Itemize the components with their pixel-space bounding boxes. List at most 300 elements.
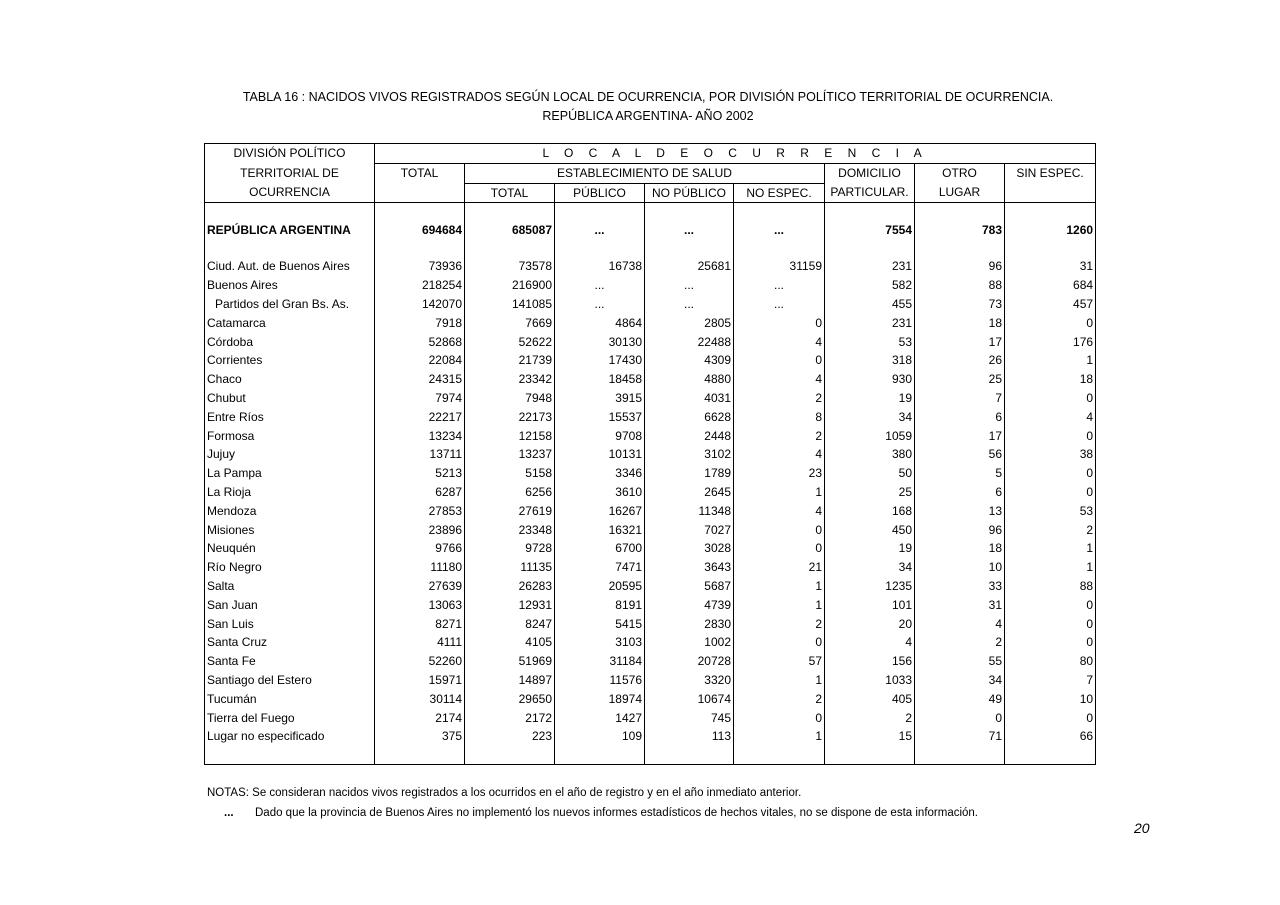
births-table bbox=[204, 143, 1096, 765]
cell-est-total: 2172 bbox=[465, 709, 555, 728]
cell-sin-espec: 1 bbox=[1005, 539, 1096, 558]
cell-no-espec: 0 bbox=[734, 633, 825, 652]
cell-no-espec: 4 bbox=[734, 333, 825, 352]
cell-no-publico: 20728 bbox=[645, 652, 734, 671]
cell-no-espec: 2 bbox=[734, 690, 825, 709]
cell-no-publico: 4031 bbox=[645, 389, 734, 408]
cell-domicilio: 405 bbox=[825, 690, 915, 709]
cell-est-total: 26283 bbox=[465, 577, 555, 596]
row-label: Tucumán bbox=[207, 691, 257, 706]
cell-otro: 17 bbox=[915, 427, 1005, 446]
cell-domicilio: 1033 bbox=[825, 671, 915, 690]
cell-domicilio: 2 bbox=[825, 709, 915, 728]
cell-sin-espec: 31 bbox=[1005, 257, 1096, 276]
cell-domicilio: 20 bbox=[825, 615, 915, 634]
cell-sin-espec: 0 bbox=[1005, 314, 1096, 333]
cell-est-total: 14897 bbox=[465, 671, 555, 690]
table-row bbox=[205, 333, 1096, 352]
cell-domicilio: 450 bbox=[825, 521, 915, 540]
row-label: San Juan bbox=[207, 597, 258, 612]
cell-sin-espec: 4 bbox=[1005, 408, 1096, 427]
cell-sin-espec: 18 bbox=[1005, 370, 1096, 389]
cell-est-total: 12931 bbox=[465, 596, 555, 615]
cell-no-espec: ... bbox=[734, 276, 825, 295]
cell-otro: 71 bbox=[915, 727, 1005, 746]
table-row bbox=[205, 671, 1096, 690]
row-label: Neuquén bbox=[207, 541, 256, 556]
cell-no-espec: 4 bbox=[734, 502, 825, 521]
row-label: Río Negro bbox=[207, 560, 262, 575]
table-row bbox=[205, 295, 1096, 314]
cell-total: 5213 bbox=[375, 464, 465, 483]
cell-domicilio: 19 bbox=[825, 539, 915, 558]
table-row bbox=[205, 427, 1096, 446]
cell-est-total: 8247 bbox=[465, 615, 555, 634]
cell-no-espec: 0 bbox=[734, 709, 825, 728]
cell-total: 15971 bbox=[375, 671, 465, 690]
header-no-espec: NO ESPEC. bbox=[734, 183, 825, 203]
cell-domicilio: 4 bbox=[825, 633, 915, 652]
page-number: 20 bbox=[1134, 820, 1150, 836]
notes bbox=[207, 784, 978, 823]
header-publico: PÚBLICO bbox=[555, 183, 645, 203]
cell-total: 22217 bbox=[375, 408, 465, 427]
cell-sin-espec: 80 bbox=[1005, 652, 1096, 671]
row-label: Formosa bbox=[207, 428, 255, 443]
cell-sin-espec: 53 bbox=[1005, 502, 1096, 521]
cell-publico: 16267 bbox=[555, 502, 645, 521]
cell-publico: 18458 bbox=[555, 370, 645, 389]
cell-no-espec: ... bbox=[734, 221, 825, 239]
cell-total: 22084 bbox=[375, 351, 465, 370]
cell-domicilio: 15 bbox=[825, 727, 915, 746]
cell-total: 694684 bbox=[375, 221, 465, 239]
cell-est-total: 9728 bbox=[465, 539, 555, 558]
cell-publico: 16321 bbox=[555, 521, 645, 540]
cell-est-total: 223 bbox=[465, 727, 555, 746]
cell-publico: 6700 bbox=[555, 539, 645, 558]
cell-sin-espec: 88 bbox=[1005, 577, 1096, 596]
cell-no-publico: 11348 bbox=[645, 502, 734, 521]
cell-est-total: 7669 bbox=[465, 314, 555, 333]
header-division-2: TERRITORIAL DE bbox=[240, 165, 339, 180]
cell-total: 52868 bbox=[375, 333, 465, 352]
cell-no-espec: 1 bbox=[734, 671, 825, 690]
cell-sin-espec: 38 bbox=[1005, 445, 1096, 464]
cell-sin-espec: 457 bbox=[1005, 295, 1096, 314]
row-label: Córdoba bbox=[207, 334, 254, 349]
cell-est-total: 685087 bbox=[465, 221, 555, 239]
row-label: Santa Cruz bbox=[207, 635, 268, 650]
cell-otro: 6 bbox=[915, 483, 1005, 502]
cell-total: 13063 bbox=[375, 596, 465, 615]
table-row bbox=[205, 370, 1096, 389]
cell-domicilio: 7554 bbox=[825, 221, 915, 239]
cell-no-espec: 0 bbox=[734, 351, 825, 370]
cell-total: 9766 bbox=[375, 539, 465, 558]
cell-no-publico: 113 bbox=[645, 727, 734, 746]
cell-total: 218254 bbox=[375, 276, 465, 295]
header-otro-2: LUGAR bbox=[915, 183, 1005, 203]
cell-total: 27853 bbox=[375, 502, 465, 521]
table-row bbox=[205, 257, 1096, 276]
cell-publico: 9708 bbox=[555, 427, 645, 446]
cell-publico: 17430 bbox=[555, 351, 645, 370]
header-total: TOTAL bbox=[375, 163, 465, 183]
cell-no-publico: 3028 bbox=[645, 539, 734, 558]
cell-otro: 0 bbox=[915, 709, 1005, 728]
cell-publico: 31184 bbox=[555, 652, 645, 671]
cell-total: 142070 bbox=[375, 295, 465, 314]
cell-total: 2174 bbox=[375, 709, 465, 728]
cell-otro: 18 bbox=[915, 314, 1005, 333]
row-label: Mendoza bbox=[207, 503, 257, 518]
row-label: Santiago del Estero bbox=[207, 672, 312, 687]
cell-est-total: 6256 bbox=[465, 483, 555, 502]
cell-sin-espec: 0 bbox=[1005, 483, 1096, 502]
cell-no-publico: 7027 bbox=[645, 521, 734, 540]
table-row bbox=[205, 314, 1096, 333]
note-2 bbox=[207, 804, 978, 824]
header-local-ocurrencia bbox=[375, 144, 1096, 164]
cell-sin-espec: 0 bbox=[1005, 615, 1096, 634]
cell-total: 27639 bbox=[375, 577, 465, 596]
cell-domicilio: 1235 bbox=[825, 577, 915, 596]
cell-domicilio: 101 bbox=[825, 596, 915, 615]
table-row bbox=[205, 633, 1096, 652]
cell-no-publico: 25681 bbox=[645, 257, 734, 276]
note-mark: ... bbox=[224, 806, 234, 819]
cell-sin-espec: 1 bbox=[1005, 351, 1096, 370]
table-row bbox=[205, 596, 1096, 615]
cell-publico: 10131 bbox=[555, 445, 645, 464]
cell-no-publico: 10674 bbox=[645, 690, 734, 709]
table-header bbox=[205, 144, 1096, 203]
cell-publico: 15537 bbox=[555, 408, 645, 427]
cell-no-espec: 2 bbox=[734, 427, 825, 446]
row-label: Salta bbox=[207, 578, 235, 593]
cell-no-publico: 1789 bbox=[645, 464, 734, 483]
row-label: Santa Fe bbox=[207, 654, 256, 669]
cell-otro: 96 bbox=[915, 521, 1005, 540]
cell-no-espec: 2 bbox=[734, 615, 825, 634]
cell-total: 6287 bbox=[375, 483, 465, 502]
cell-total: 23896 bbox=[375, 521, 465, 540]
cell-otro: 31 bbox=[915, 596, 1005, 615]
cell-domicilio: 380 bbox=[825, 445, 915, 464]
row-label: Partidos del Gran Bs. As. bbox=[215, 296, 350, 311]
cell-total: 13711 bbox=[375, 445, 465, 464]
row-label: Jujuy bbox=[207, 447, 236, 462]
cell-domicilio: 231 bbox=[825, 314, 915, 333]
cell-no-publico: 4880 bbox=[645, 370, 734, 389]
cell-domicilio: 1059 bbox=[825, 427, 915, 446]
cell-otro: 6 bbox=[915, 408, 1005, 427]
cell-publico: 8191 bbox=[555, 596, 645, 615]
cell-otro: 55 bbox=[915, 652, 1005, 671]
cell-sin-espec: 7 bbox=[1005, 671, 1096, 690]
cell-est-total: 22173 bbox=[465, 408, 555, 427]
spacer-row bbox=[205, 203, 1096, 222]
cell-no-publico: 22488 bbox=[645, 333, 734, 352]
cell-domicilio: 231 bbox=[825, 257, 915, 276]
cell-est-total: 12158 bbox=[465, 427, 555, 446]
header-domicilio-2: PARTICULAR. bbox=[825, 183, 915, 203]
cell-est-total: 11135 bbox=[465, 558, 555, 577]
cell-otro: 73 bbox=[915, 295, 1005, 314]
cell-publico: 11576 bbox=[555, 671, 645, 690]
cell-est-total: 29650 bbox=[465, 690, 555, 709]
cell-otro: 88 bbox=[915, 276, 1005, 295]
header-division: DIVISIÓN POLÍTICO bbox=[233, 146, 346, 161]
cell-publico: ... bbox=[555, 295, 645, 314]
cell-no-espec: 1 bbox=[734, 577, 825, 596]
header-est-total: TOTAL bbox=[465, 183, 555, 203]
cell-no-espec: ... bbox=[734, 295, 825, 314]
cell-otro: 17 bbox=[915, 333, 1005, 352]
cell-domicilio: 34 bbox=[825, 558, 915, 577]
note-2-text: Dado que la provincia de Buenos Aires no implementó los nuevos informes estadísticos de hechos vitales, no se dispone de esta información. bbox=[255, 806, 979, 819]
cell-sin-espec: 2 bbox=[1005, 521, 1096, 540]
header-domicilio: DOMICILIO bbox=[825, 163, 915, 183]
cell-otro: 2 bbox=[915, 633, 1005, 652]
cell-total: 7918 bbox=[375, 314, 465, 333]
row-label: REPÚBLICA ARGENTINA bbox=[207, 223, 351, 238]
table-row bbox=[205, 539, 1096, 558]
cell-otro: 25 bbox=[915, 370, 1005, 389]
cell-est-total: 52622 bbox=[465, 333, 555, 352]
cell-no-publico: 2805 bbox=[645, 314, 734, 333]
cell-domicilio: 53 bbox=[825, 333, 915, 352]
row-label: Entre Ríos bbox=[207, 409, 264, 424]
row-label: San Luis bbox=[207, 616, 254, 631]
note-1: NOTAS: Se consideran nacidos vivos registrados a los ocurridos en el año de registro y en el año inmediato anterior. bbox=[207, 787, 802, 799]
table-row bbox=[205, 464, 1096, 483]
cell-est-total: 5158 bbox=[465, 464, 555, 483]
cell-sin-espec: 0 bbox=[1005, 389, 1096, 408]
table-subtitle: REPÚBLICA ARGENTINA- AÑO 2002 bbox=[542, 109, 754, 123]
cell-no-publico: 5687 bbox=[645, 577, 734, 596]
table-row bbox=[205, 577, 1096, 596]
cell-sin-espec: 0 bbox=[1005, 709, 1096, 728]
table-row bbox=[205, 690, 1096, 709]
cell-no-publico: 1002 bbox=[645, 633, 734, 652]
row-label: Corrientes bbox=[207, 353, 263, 368]
header-establecimiento: ESTABLECIMIENTO DE SALUD bbox=[465, 163, 825, 183]
cell-sin-espec: 0 bbox=[1005, 633, 1096, 652]
cell-publico: 16738 bbox=[555, 257, 645, 276]
cell-publico: 1427 bbox=[555, 709, 645, 728]
total-row bbox=[205, 221, 1096, 239]
cell-no-publico: 3320 bbox=[645, 671, 734, 690]
table-row bbox=[205, 727, 1096, 746]
cell-est-total: 23348 bbox=[465, 521, 555, 540]
cell-no-publico: 4309 bbox=[645, 351, 734, 370]
cell-publico: 3346 bbox=[555, 464, 645, 483]
cell-otro: 33 bbox=[915, 577, 1005, 596]
row-label: Chubut bbox=[207, 390, 246, 405]
cell-no-espec: 2 bbox=[734, 389, 825, 408]
cell-publico: 3915 bbox=[555, 389, 645, 408]
cell-total: 8271 bbox=[375, 615, 465, 634]
cell-otro: 5 bbox=[915, 464, 1005, 483]
cell-est-total: 7948 bbox=[465, 389, 555, 408]
cell-otro: 783 bbox=[915, 221, 1005, 239]
cell-otro: 56 bbox=[915, 445, 1005, 464]
cell-no-publico: 3643 bbox=[645, 558, 734, 577]
cell-otro: 26 bbox=[915, 351, 1005, 370]
cell-publico: ... bbox=[555, 221, 645, 239]
cell-est-total: 4105 bbox=[465, 633, 555, 652]
cell-est-total: 27619 bbox=[465, 502, 555, 521]
cell-total: 7974 bbox=[375, 389, 465, 408]
cell-domicilio: 582 bbox=[825, 276, 915, 295]
row-label: Tierra del Fuego bbox=[207, 710, 295, 725]
cell-no-publico: 2645 bbox=[645, 483, 734, 502]
table-row bbox=[205, 445, 1096, 464]
cell-no-espec: 23 bbox=[734, 464, 825, 483]
cell-total: 375 bbox=[375, 727, 465, 746]
cell-no-publico: 6628 bbox=[645, 408, 734, 427]
cell-no-publico: 2448 bbox=[645, 427, 734, 446]
cell-publico: 3103 bbox=[555, 633, 645, 652]
table-body bbox=[205, 203, 1096, 765]
cell-total: 13234 bbox=[375, 427, 465, 446]
cell-domicilio: 156 bbox=[825, 652, 915, 671]
cell-domicilio: 168 bbox=[825, 502, 915, 521]
cell-sin-espec: 176 bbox=[1005, 333, 1096, 352]
cell-publico: ... bbox=[555, 276, 645, 295]
cell-sin-espec: 0 bbox=[1005, 596, 1096, 615]
cell-otro: 7 bbox=[915, 389, 1005, 408]
row-label: Chaco bbox=[207, 372, 242, 387]
cell-est-total: 23342 bbox=[465, 370, 555, 389]
cell-no-espec: 31159 bbox=[734, 257, 825, 276]
cell-no-publico: 2830 bbox=[645, 615, 734, 634]
cell-otro: 4 bbox=[915, 615, 1005, 634]
row-label: Misiones bbox=[207, 522, 255, 537]
header-otro: OTRO bbox=[915, 163, 1005, 183]
cell-sin-espec: 10 bbox=[1005, 690, 1096, 709]
cell-no-publico: ... bbox=[645, 221, 734, 239]
cell-total: 24315 bbox=[375, 370, 465, 389]
cell-publico: 3610 bbox=[555, 483, 645, 502]
cell-no-publico: ... bbox=[645, 295, 734, 314]
cell-no-espec: 4 bbox=[734, 445, 825, 464]
row-label: Catamarca bbox=[207, 315, 266, 330]
cell-total: 73936 bbox=[375, 257, 465, 276]
table-row bbox=[205, 615, 1096, 634]
cell-no-espec: 57 bbox=[734, 652, 825, 671]
cell-est-total: 13237 bbox=[465, 445, 555, 464]
cell-sin-espec: 0 bbox=[1005, 464, 1096, 483]
cell-est-total: 21739 bbox=[465, 351, 555, 370]
table-title: TABLA 16 : NACIDOS VIVOS REGISTRADOS SEGÚN LOCAL DE OCURRENCIA, POR DIVISIÓN POLÍTICO TERRITORIAL DE OCURRENCIA. bbox=[242, 90, 1054, 104]
cell-est-total: 141085 bbox=[465, 295, 555, 314]
header-local-ocurrencia-label: L O C A L D E O C U R R E N C I A bbox=[542, 146, 928, 160]
row-label: La Rioja bbox=[207, 484, 252, 499]
cell-otro: 34 bbox=[915, 671, 1005, 690]
table-row bbox=[205, 558, 1096, 577]
cell-no-espec: 0 bbox=[734, 539, 825, 558]
cell-no-publico: ... bbox=[645, 276, 734, 295]
row-label: Lugar no especificado bbox=[207, 729, 325, 744]
cell-otro: 96 bbox=[915, 257, 1005, 276]
table-row bbox=[205, 351, 1096, 370]
cell-est-total: 216900 bbox=[465, 276, 555, 295]
table-row bbox=[205, 408, 1096, 427]
cell-domicilio: 930 bbox=[825, 370, 915, 389]
cell-domicilio: 25 bbox=[825, 483, 915, 502]
cell-otro: 49 bbox=[915, 690, 1005, 709]
cell-publico: 109 bbox=[555, 727, 645, 746]
header-division-3: OCURRENCIA bbox=[205, 183, 375, 203]
cell-publico: 18974 bbox=[555, 690, 645, 709]
cell-no-publico: 4739 bbox=[645, 596, 734, 615]
cell-no-publico: 3102 bbox=[645, 445, 734, 464]
cell-no-espec: 4 bbox=[734, 370, 825, 389]
row-label: Buenos Aires bbox=[207, 278, 278, 293]
cell-domicilio: 19 bbox=[825, 389, 915, 408]
row-label: La Pampa bbox=[207, 466, 262, 481]
cell-domicilio: 50 bbox=[825, 464, 915, 483]
cell-no-espec: 0 bbox=[734, 521, 825, 540]
cell-publico: 5415 bbox=[555, 615, 645, 634]
cell-no-espec: 8 bbox=[734, 408, 825, 427]
cell-otro: 10 bbox=[915, 558, 1005, 577]
cell-est-total: 73578 bbox=[465, 257, 555, 276]
table-row bbox=[205, 276, 1096, 295]
cell-sin-espec: 684 bbox=[1005, 276, 1096, 295]
table-row bbox=[205, 483, 1096, 502]
cell-no-espec: 1 bbox=[734, 483, 825, 502]
cell-publico: 30130 bbox=[555, 333, 645, 352]
header-no-publico: NO PÚBLICO bbox=[645, 183, 734, 203]
cell-est-total: 51969 bbox=[465, 652, 555, 671]
cell-publico: 7471 bbox=[555, 558, 645, 577]
spacer-row bbox=[205, 746, 1096, 765]
table-row bbox=[205, 652, 1096, 671]
header-sin-espec: SIN ESPEC. bbox=[1005, 163, 1096, 183]
cell-publico: 20595 bbox=[555, 577, 645, 596]
cell-domicilio: 34 bbox=[825, 408, 915, 427]
cell-no-espec: 1 bbox=[734, 727, 825, 746]
cell-domicilio: 455 bbox=[825, 295, 915, 314]
cell-total: 30114 bbox=[375, 690, 465, 709]
cell-no-espec: 0 bbox=[734, 314, 825, 333]
cell-total: 11180 bbox=[375, 558, 465, 577]
table-row bbox=[205, 389, 1096, 408]
cell-sin-espec: 1260 bbox=[1005, 221, 1096, 239]
cell-total: 4111 bbox=[375, 633, 465, 652]
cell-sin-espec: 0 bbox=[1005, 427, 1096, 446]
spacer-row bbox=[205, 239, 1096, 257]
cell-otro: 18 bbox=[915, 539, 1005, 558]
cell-no-espec: 21 bbox=[734, 558, 825, 577]
table-row bbox=[205, 502, 1096, 521]
cell-sin-espec: 1 bbox=[1005, 558, 1096, 577]
cell-total: 52260 bbox=[375, 652, 465, 671]
cell-no-publico: 745 bbox=[645, 709, 734, 728]
cell-no-espec: 1 bbox=[734, 596, 825, 615]
cell-sin-espec: 66 bbox=[1005, 727, 1096, 746]
cell-otro: 13 bbox=[915, 502, 1005, 521]
row-label: Ciud. Aut. de Buenos Aires bbox=[207, 259, 350, 274]
cell-domicilio: 318 bbox=[825, 351, 915, 370]
cell-publico: 4864 bbox=[555, 314, 645, 333]
table-row bbox=[205, 521, 1096, 540]
table-row bbox=[205, 709, 1096, 728]
